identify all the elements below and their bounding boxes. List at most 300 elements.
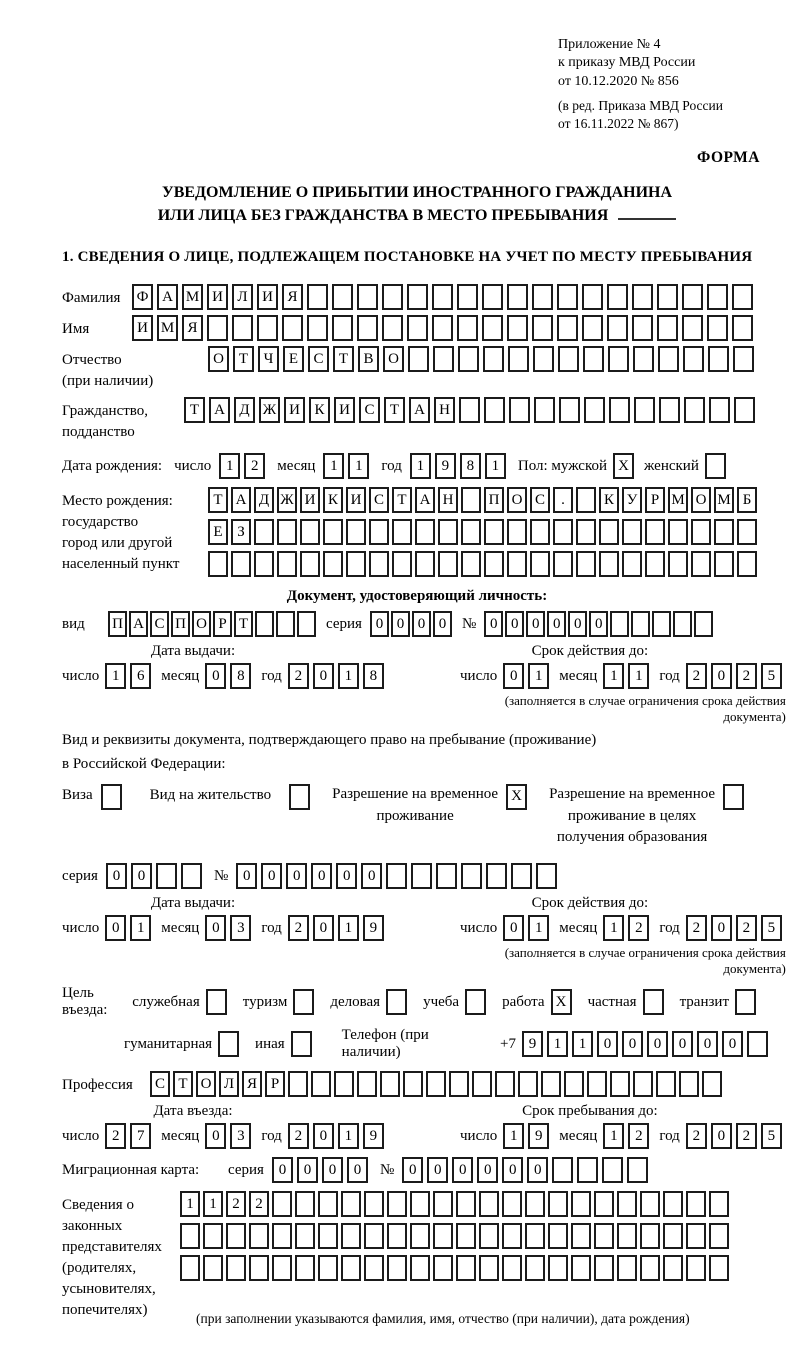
char-cell[interactable] (382, 284, 403, 310)
char-cell[interactable] (332, 315, 353, 341)
char-cell[interactable]: С (150, 1071, 170, 1097)
char-cell[interactable]: 0 (526, 611, 545, 637)
char-cell[interactable] (483, 346, 504, 372)
char-cell[interactable] (277, 519, 297, 545)
char-cell[interactable]: И (207, 284, 228, 310)
char-cell[interactable] (334, 1071, 354, 1097)
char-cell[interactable] (257, 315, 278, 341)
char-cell[interactable]: 1 (130, 915, 151, 941)
char-cell[interactable]: 1 (485, 453, 506, 479)
char-cell[interactable] (576, 551, 596, 577)
char-cell[interactable] (461, 863, 482, 889)
char-cell[interactable] (357, 1071, 377, 1097)
char-cell[interactable] (272, 1191, 292, 1217)
char-cell[interactable]: М (157, 315, 178, 341)
char-cell[interactable] (507, 519, 527, 545)
char-cell[interactable]: А (129, 611, 148, 637)
char-cell[interactable]: О (383, 346, 404, 372)
char-cell[interactable] (582, 284, 603, 310)
char-cell[interactable]: В (358, 346, 379, 372)
char-cell[interactable] (432, 315, 453, 341)
char-cell[interactable]: П (108, 611, 127, 637)
char-cell[interactable] (617, 1191, 637, 1217)
char-cell[interactable]: Л (219, 1071, 239, 1097)
char-cell[interactable] (548, 1223, 568, 1249)
char-cell[interactable] (203, 1223, 223, 1249)
char-cell[interactable]: 2 (288, 915, 309, 941)
char-cell[interactable] (737, 551, 757, 577)
char-cell[interactable]: 3 (230, 915, 251, 941)
char-cell[interactable]: А (157, 284, 178, 310)
char-cell[interactable] (323, 551, 343, 577)
char-cell[interactable]: 1 (180, 1191, 200, 1217)
char-cell[interactable] (622, 551, 642, 577)
char-cell[interactable]: О (196, 1071, 216, 1097)
char-cell[interactable] (231, 551, 251, 577)
char-cell[interactable] (461, 519, 481, 545)
char-cell[interactable]: 2 (736, 1123, 757, 1149)
char-cell[interactable] (436, 863, 457, 889)
char-cell[interactable]: М (182, 284, 203, 310)
char-cell[interactable] (564, 1071, 584, 1097)
char-cell[interactable] (594, 1223, 614, 1249)
char-cell[interactable]: 0 (527, 1157, 548, 1183)
char-cell[interactable]: 0 (313, 915, 334, 941)
char-cell[interactable] (609, 397, 630, 423)
purpose-business-checkbox[interactable] (386, 989, 407, 1015)
char-cell[interactable] (307, 315, 328, 341)
purpose-official-checkbox[interactable] (206, 989, 227, 1015)
char-cell[interactable] (156, 863, 177, 889)
char-cell[interactable] (657, 315, 678, 341)
visa-checkbox[interactable] (101, 784, 122, 810)
char-cell[interactable]: 1 (572, 1031, 593, 1057)
char-cell[interactable] (507, 284, 528, 310)
char-cell[interactable] (449, 1071, 469, 1097)
purpose-tourism-checkbox[interactable] (293, 989, 314, 1015)
char-cell[interactable] (364, 1223, 384, 1249)
char-cell[interactable]: 0 (505, 611, 524, 637)
char-cell[interactable] (559, 397, 580, 423)
char-cell[interactable]: Р (265, 1071, 285, 1097)
char-cell[interactable]: М (668, 487, 688, 513)
char-cell[interactable] (288, 1071, 308, 1097)
char-cell[interactable]: Т (384, 397, 405, 423)
char-cell[interactable] (415, 551, 435, 577)
char-cell[interactable]: Р (213, 611, 232, 637)
char-cell[interactable]: Т (173, 1071, 193, 1097)
char-cell[interactable] (571, 1255, 591, 1281)
char-cell[interactable]: 0 (412, 611, 431, 637)
char-cell[interactable] (438, 551, 458, 577)
char-cell[interactable] (659, 397, 680, 423)
char-cell[interactable] (607, 315, 628, 341)
char-cell[interactable]: С (359, 397, 380, 423)
char-cell[interactable] (410, 1255, 430, 1281)
char-cell[interactable] (634, 397, 655, 423)
char-cell[interactable]: 0 (297, 1157, 318, 1183)
char-cell[interactable]: 3 (230, 1123, 251, 1149)
char-cell[interactable]: 9 (435, 453, 456, 479)
char-cell[interactable] (557, 315, 578, 341)
char-cell[interactable]: 1 (603, 663, 624, 689)
char-cell[interactable] (709, 1191, 729, 1217)
char-cell[interactable] (682, 315, 703, 341)
char-cell[interactable] (734, 397, 755, 423)
char-cell[interactable] (576, 519, 596, 545)
char-cell[interactable] (617, 1223, 637, 1249)
char-cell[interactable]: 1 (219, 453, 240, 479)
char-cell[interactable]: 5 (761, 915, 782, 941)
char-cell[interactable]: И (257, 284, 278, 310)
char-cell[interactable] (714, 551, 734, 577)
char-cell[interactable]: 0 (131, 863, 152, 889)
char-cell[interactable] (295, 1191, 315, 1217)
char-cell[interactable] (686, 1191, 706, 1217)
char-cell[interactable]: Д (234, 397, 255, 423)
temp-residence-edu-checkbox[interactable] (723, 784, 744, 810)
char-cell[interactable] (357, 284, 378, 310)
char-cell[interactable]: О (192, 611, 211, 637)
char-cell[interactable] (583, 346, 604, 372)
char-cell[interactable]: 1 (105, 663, 126, 689)
char-cell[interactable] (277, 551, 297, 577)
char-cell[interactable]: 2 (288, 663, 309, 689)
char-cell[interactable] (357, 315, 378, 341)
char-cell[interactable] (679, 1071, 699, 1097)
char-cell[interactable] (584, 397, 605, 423)
char-cell[interactable] (479, 1255, 499, 1281)
char-cell[interactable] (525, 1191, 545, 1217)
char-cell[interactable]: 0 (477, 1157, 498, 1183)
char-cell[interactable] (632, 315, 653, 341)
char-cell[interactable]: Т (208, 487, 228, 513)
purpose-humanitarian-checkbox[interactable] (218, 1031, 239, 1057)
char-cell[interactable]: Я (242, 1071, 262, 1097)
char-cell[interactable] (532, 284, 553, 310)
char-cell[interactable] (254, 519, 274, 545)
char-cell[interactable] (272, 1223, 292, 1249)
char-cell[interactable] (297, 611, 316, 637)
char-cell[interactable] (369, 519, 389, 545)
char-cell[interactable]: 1 (528, 915, 549, 941)
char-cell[interactable] (607, 284, 628, 310)
char-cell[interactable] (610, 1071, 630, 1097)
char-cell[interactable]: 0 (286, 863, 307, 889)
char-cell[interactable] (438, 519, 458, 545)
char-cell[interactable]: Н (438, 487, 458, 513)
char-cell[interactable] (682, 284, 703, 310)
char-cell[interactable]: 1 (348, 453, 369, 479)
char-cell[interactable] (732, 315, 753, 341)
char-cell[interactable] (415, 519, 435, 545)
char-cell[interactable]: 1 (410, 453, 431, 479)
char-cell[interactable] (386, 863, 407, 889)
char-cell[interactable] (645, 551, 665, 577)
char-cell[interactable]: 0 (205, 915, 226, 941)
char-cell[interactable] (387, 1191, 407, 1217)
sex-female-checkbox[interactable] (705, 453, 726, 479)
char-cell[interactable]: 0 (391, 611, 410, 637)
char-cell[interactable]: 0 (106, 863, 127, 889)
char-cell[interactable]: 0 (105, 915, 126, 941)
char-cell[interactable] (709, 397, 730, 423)
char-cell[interactable]: Н (434, 397, 455, 423)
char-cell[interactable] (410, 1223, 430, 1249)
char-cell[interactable] (295, 1223, 315, 1249)
char-cell[interactable] (507, 315, 528, 341)
char-cell[interactable] (530, 551, 550, 577)
char-cell[interactable] (657, 284, 678, 310)
char-cell[interactable] (709, 1223, 729, 1249)
char-cell[interactable] (686, 1255, 706, 1281)
char-cell[interactable]: 0 (361, 863, 382, 889)
temp-residence-checkbox[interactable]: X (506, 784, 527, 810)
char-cell[interactable]: 9 (363, 1123, 384, 1149)
char-cell[interactable]: 0 (502, 1157, 523, 1183)
char-cell[interactable] (509, 397, 530, 423)
char-cell[interactable]: 1 (323, 453, 344, 479)
char-cell[interactable] (602, 1157, 623, 1183)
char-cell[interactable] (553, 551, 573, 577)
char-cell[interactable]: С (369, 487, 389, 513)
char-cell[interactable] (571, 1191, 591, 1217)
char-cell[interactable]: Я (182, 315, 203, 341)
char-cell[interactable]: А (209, 397, 230, 423)
char-cell[interactable] (369, 551, 389, 577)
char-cell[interactable] (255, 611, 274, 637)
char-cell[interactable] (622, 519, 642, 545)
char-cell[interactable] (479, 1191, 499, 1217)
char-cell[interactable] (533, 346, 554, 372)
char-cell[interactable] (479, 1223, 499, 1249)
char-cell[interactable]: 6 (130, 663, 151, 689)
char-cell[interactable] (318, 1255, 338, 1281)
char-cell[interactable] (608, 346, 629, 372)
char-cell[interactable] (525, 1223, 545, 1249)
char-cell[interactable] (307, 284, 328, 310)
char-cell[interactable] (364, 1255, 384, 1281)
char-cell[interactable]: 1 (603, 1123, 624, 1149)
char-cell[interactable] (594, 1255, 614, 1281)
char-cell[interactable]: 2 (686, 1123, 707, 1149)
char-cell[interactable] (691, 519, 711, 545)
char-cell[interactable]: Л (232, 284, 253, 310)
char-cell[interactable]: 8 (230, 663, 251, 689)
char-cell[interactable] (571, 1223, 591, 1249)
char-cell[interactable]: 2 (226, 1191, 246, 1217)
char-cell[interactable]: Б (737, 487, 757, 513)
char-cell[interactable] (631, 611, 650, 637)
purpose-transit-checkbox[interactable] (735, 989, 756, 1015)
char-cell[interactable] (709, 1255, 729, 1281)
char-cell[interactable] (737, 519, 757, 545)
char-cell[interactable] (457, 315, 478, 341)
char-cell[interactable]: 9 (522, 1031, 543, 1057)
char-cell[interactable]: З (231, 519, 251, 545)
char-cell[interactable] (457, 284, 478, 310)
char-cell[interactable] (707, 284, 728, 310)
char-cell[interactable]: 2 (736, 915, 757, 941)
char-cell[interactable] (683, 346, 704, 372)
char-cell[interactable] (380, 1071, 400, 1097)
char-cell[interactable] (392, 519, 412, 545)
char-cell[interactable] (587, 1071, 607, 1097)
char-cell[interactable] (456, 1255, 476, 1281)
char-cell[interactable] (232, 315, 253, 341)
char-cell[interactable]: 0 (313, 663, 334, 689)
char-cell[interactable]: 8 (363, 663, 384, 689)
char-cell[interactable]: 9 (363, 915, 384, 941)
char-cell[interactable] (456, 1191, 476, 1217)
char-cell[interactable] (323, 519, 343, 545)
char-cell[interactable]: Т (233, 346, 254, 372)
char-cell[interactable] (652, 611, 671, 637)
sex-male-checkbox[interactable]: X (613, 453, 634, 479)
char-cell[interactable] (433, 1223, 453, 1249)
char-cell[interactable] (552, 1157, 573, 1183)
char-cell[interactable]: С (150, 611, 169, 637)
char-cell[interactable] (694, 611, 713, 637)
char-cell[interactable] (594, 1191, 614, 1217)
char-cell[interactable]: 2 (249, 1191, 269, 1217)
char-cell[interactable] (410, 1191, 430, 1217)
char-cell[interactable] (508, 346, 529, 372)
char-cell[interactable]: 0 (711, 663, 732, 689)
char-cell[interactable]: К (309, 397, 330, 423)
char-cell[interactable]: И (132, 315, 153, 341)
char-cell[interactable] (482, 284, 503, 310)
char-cell[interactable] (484, 519, 504, 545)
char-cell[interactable] (486, 863, 507, 889)
char-cell[interactable] (332, 284, 353, 310)
char-cell[interactable]: 2 (736, 663, 757, 689)
char-cell[interactable] (673, 611, 692, 637)
char-cell[interactable]: О (691, 487, 711, 513)
char-cell[interactable] (295, 1255, 315, 1281)
char-cell[interactable]: 0 (647, 1031, 668, 1057)
char-cell[interactable] (207, 315, 228, 341)
char-cell[interactable] (640, 1255, 660, 1281)
char-cell[interactable] (387, 1223, 407, 1249)
char-cell[interactable] (341, 1191, 361, 1217)
char-cell[interactable] (668, 551, 688, 577)
char-cell[interactable] (502, 1191, 522, 1217)
char-cell[interactable]: М (714, 487, 734, 513)
char-cell[interactable] (747, 1031, 768, 1057)
char-cell[interactable]: 2 (105, 1123, 126, 1149)
char-cell[interactable]: 0 (597, 1031, 618, 1057)
char-cell[interactable] (341, 1255, 361, 1281)
char-cell[interactable] (382, 315, 403, 341)
char-cell[interactable]: 0 (484, 611, 503, 637)
char-cell[interactable] (599, 519, 619, 545)
char-cell[interactable] (403, 1071, 423, 1097)
char-cell[interactable] (530, 519, 550, 545)
char-cell[interactable]: 0 (370, 611, 389, 637)
char-cell[interactable]: 0 (503, 915, 524, 941)
char-cell[interactable]: 0 (272, 1157, 293, 1183)
residence-permit-checkbox[interactable] (289, 784, 310, 810)
purpose-private-checkbox[interactable] (643, 989, 664, 1015)
char-cell[interactable]: 2 (686, 915, 707, 941)
char-cell[interactable]: Ж (277, 487, 297, 513)
char-cell[interactable] (300, 519, 320, 545)
char-cell[interactable] (318, 1191, 338, 1217)
char-cell[interactable] (617, 1255, 637, 1281)
char-cell[interactable] (507, 551, 527, 577)
char-cell[interactable] (534, 397, 555, 423)
char-cell[interactable]: 0 (311, 863, 332, 889)
char-cell[interactable]: 0 (672, 1031, 693, 1057)
char-cell[interactable] (518, 1071, 538, 1097)
char-cell[interactable] (180, 1255, 200, 1281)
char-cell[interactable] (180, 1223, 200, 1249)
char-cell[interactable] (226, 1223, 246, 1249)
char-cell[interactable]: 2 (628, 915, 649, 941)
char-cell[interactable]: 5 (761, 663, 782, 689)
char-cell[interactable]: И (284, 397, 305, 423)
char-cell[interactable] (433, 346, 454, 372)
char-cell[interactable] (407, 315, 428, 341)
char-cell[interactable]: 0 (568, 611, 587, 637)
purpose-study-checkbox[interactable] (465, 989, 486, 1015)
char-cell[interactable]: 1 (203, 1191, 223, 1217)
char-cell[interactable]: Ж (259, 397, 280, 423)
char-cell[interactable]: Я (282, 284, 303, 310)
char-cell[interactable] (610, 611, 629, 637)
char-cell[interactable] (558, 346, 579, 372)
char-cell[interactable]: 0 (711, 915, 732, 941)
char-cell[interactable]: 1 (503, 1123, 524, 1149)
char-cell[interactable]: 0 (711, 1123, 732, 1149)
char-cell[interactable] (663, 1223, 683, 1249)
char-cell[interactable]: О (208, 346, 229, 372)
char-cell[interactable] (311, 1071, 331, 1097)
char-cell[interactable] (548, 1191, 568, 1217)
char-cell[interactable]: И (346, 487, 366, 513)
char-cell[interactable] (181, 863, 202, 889)
char-cell[interactable]: А (415, 487, 435, 513)
char-cell[interactable] (433, 1255, 453, 1281)
char-cell[interactable]: 0 (503, 663, 524, 689)
char-cell[interactable] (663, 1191, 683, 1217)
char-cell[interactable]: 0 (697, 1031, 718, 1057)
char-cell[interactable]: 0 (722, 1031, 743, 1057)
char-cell[interactable] (732, 284, 753, 310)
char-cell[interactable]: 7 (130, 1123, 151, 1149)
char-cell[interactable]: 0 (452, 1157, 473, 1183)
char-cell[interactable] (691, 551, 711, 577)
char-cell[interactable]: 2 (686, 663, 707, 689)
char-cell[interactable] (392, 551, 412, 577)
char-cell[interactable] (249, 1255, 269, 1281)
char-cell[interactable] (577, 1157, 598, 1183)
char-cell[interactable]: 9 (528, 1123, 549, 1149)
char-cell[interactable]: 0 (236, 863, 257, 889)
char-cell[interactable] (432, 284, 453, 310)
char-cell[interactable]: 0 (622, 1031, 643, 1057)
char-cell[interactable]: 2 (628, 1123, 649, 1149)
char-cell[interactable] (663, 1255, 683, 1281)
char-cell[interactable] (364, 1191, 384, 1217)
char-cell[interactable]: Ф (132, 284, 153, 310)
char-cell[interactable]: С (308, 346, 329, 372)
char-cell[interactable]: Т (184, 397, 205, 423)
char-cell[interactable]: Т (333, 346, 354, 372)
char-cell[interactable] (511, 863, 532, 889)
char-cell[interactable]: 0 (547, 611, 566, 637)
